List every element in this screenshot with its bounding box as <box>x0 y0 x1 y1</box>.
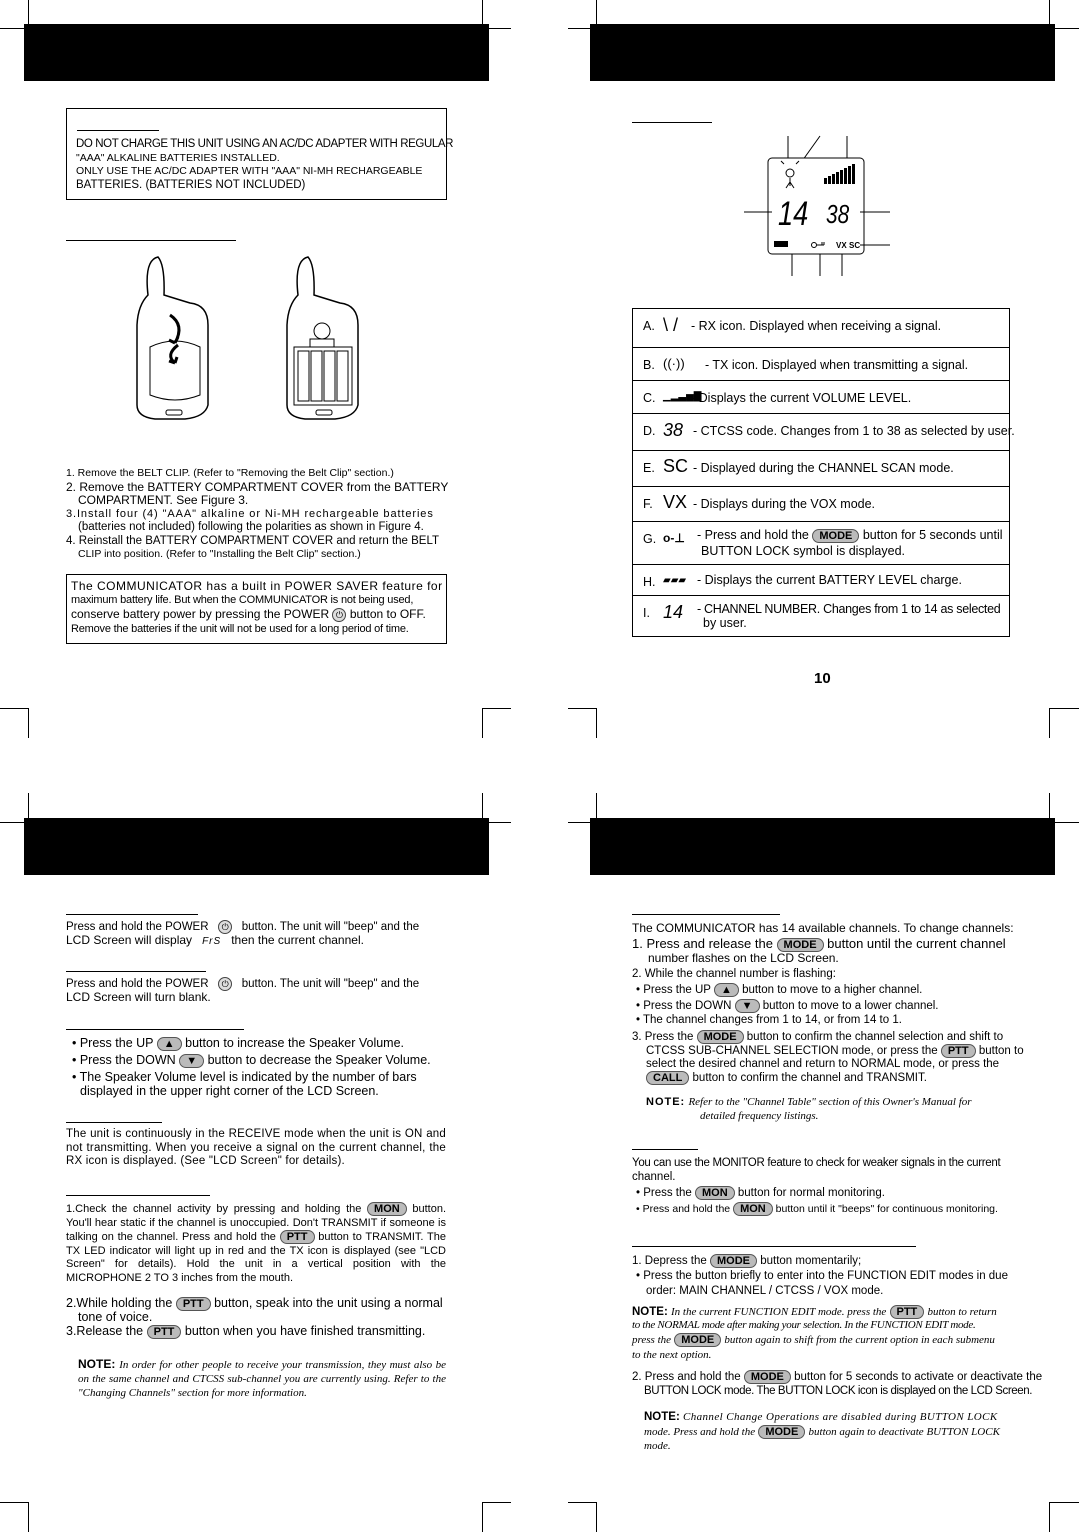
power-icon: ⏻ <box>332 608 346 622</box>
lcd-row-e <box>633 451 1009 487</box>
text: 2.While holding the <box>66 1296 173 1310</box>
row-letter: I. <box>643 606 650 620</box>
ch-step-3-line-3: select the desired channel and return to NORMAL mode, or press the <box>646 1058 1000 1070</box>
section-rule <box>66 1195 210 1196</box>
row-desc: - RX icon. Displayed when receiving a signal. <box>691 319 942 333</box>
step-2: 2. Remove the BATTERY COMPARTMENT COVER from the BATTERY <box>66 480 449 494</box>
ch-step-1-cont: number flashes on the LCD Screen. <box>648 951 839 965</box>
channel-intro: The COMMUNICATOR has 14 available channels. To change channels: <box>632 921 1014 935</box>
row-letter: F. <box>643 497 653 511</box>
note-text: button to return <box>927 1306 997 1318</box>
text: button to move to a lower channel. <box>762 1000 939 1012</box>
fn-note-line-1 <box>632 1305 997 1320</box>
text: • Press and hold the <box>636 1203 731 1215</box>
lcd-title-rule <box>632 122 712 123</box>
ptt-button: PTT <box>280 1230 315 1244</box>
section-rule <box>632 1246 916 1247</box>
note-text: mode. Press and hold the <box>644 1426 756 1438</box>
text: 1. Depress the <box>632 1255 707 1267</box>
note-label: NOTE: <box>644 1411 680 1423</box>
mode-button: MODE <box>758 1425 805 1439</box>
tx-step-2-cont: tone of voice. <box>78 1310 153 1324</box>
battery-cover-figure <box>130 255 220 425</box>
ch-step-3 <box>632 1030 1003 1045</box>
saver-line-3 <box>71 608 426 622</box>
row-desc: - Displayed during the CHANNEL SCAN mode. <box>693 461 954 475</box>
warning-line-1: DO NOT CHARGE THIS UNIT USING AN AC/DC ADAPTER WITH REGULAR <box>76 138 454 150</box>
text: button to TRANSMIT. The TX LED indicator will light up in red and the TX icon is displayed (see "LCD Screen" for details). Hold the unit in a vertical position with the MICROPHONE 2 TO 3 inches from the mouth. <box>66 1231 446 1284</box>
text: button for normal monitoring. <box>737 1187 885 1199</box>
mode-button: MODE <box>777 938 824 952</box>
text: button to increase the Speaker Volume. <box>185 1036 405 1050</box>
warning-line-3: ONLY USE THE AC/DC ADAPTER WITH "AAA" NI-MH RECHARGEABLE <box>76 165 423 177</box>
lcd-legend-table <box>632 308 1015 637</box>
fn-bullet-cont: order: MAIN CHANNEL / CTCSS / VOX mode. <box>646 1285 884 1297</box>
text: button momentarily; <box>760 1255 862 1267</box>
row-desc <box>697 528 1003 543</box>
mode-button: MODE <box>744 1370 791 1384</box>
power-icon: ⏻ <box>218 920 232 934</box>
text: button to confirm the channel selection and shift to <box>746 1031 1004 1043</box>
header-bar-bottom-right <box>590 818 1055 875</box>
text: 1.Check the channel activity by pressing and holding the <box>66 1203 362 1215</box>
note-text: In the current FUNCTION EDIT mode. press the <box>670 1306 887 1318</box>
lock-note-line-1 <box>644 1411 998 1425</box>
saver-line-4: Remove the batteries if the unit will not be used for a long period of time. <box>71 623 409 635</box>
section-rule <box>66 971 206 972</box>
tx-note <box>78 1357 446 1400</box>
section-rule <box>632 914 780 915</box>
ctcss-code-icon: 38 <box>663 420 684 440</box>
vol-level-line-2: displayed in the upper right corner of the LCD Screen. <box>80 1084 379 1098</box>
ptt-button: PTT <box>941 1044 976 1058</box>
text: 3. Press the <box>632 1031 694 1043</box>
fn-step-1 <box>632 1254 861 1269</box>
text: then the current channel. <box>231 933 364 947</box>
text: 3.Release the <box>66 1324 144 1338</box>
call-button: CALL <box>646 1071 689 1085</box>
rx-icon: \ / <box>663 315 679 335</box>
row-desc-a: - Press and hold the <box>697 528 809 542</box>
text: • Press the DOWN <box>72 1053 176 1067</box>
ch-step-1 <box>632 937 1006 952</box>
note-text: button again to deactivate BUTTON LOCK <box>808 1426 1000 1438</box>
lcd-screen-diagram <box>740 130 900 280</box>
step-3: 3.Install four (4) "AAA" alkaline or Ni-MH rechargeable batteries <box>66 508 434 520</box>
text: Press and hold the POWER <box>66 921 209 934</box>
row-desc: - CTCSS code. Changes from 1 to 38 as selected by user. <box>693 424 1015 438</box>
monitor-bullet-2 <box>636 1202 998 1217</box>
warning-line-2: "AAA" ALKALINE BATTERIES INSTALLED. <box>76 152 280 164</box>
text: button to confirm the channel and TRANSMIT. <box>692 1072 927 1084</box>
text: button. The unit will "beep" and the <box>241 978 420 991</box>
receive-paragraph: The unit is continuously in the RECEIVE mode when the unit is ON and not transmitting. When you receive a signal on the current channel, the RX icon is displayed. (See "LCD Screen" for details). <box>66 1128 446 1167</box>
text: LCD Screen will display <box>66 933 193 947</box>
row-desc: - Displays during the VOX mode. <box>693 497 876 511</box>
note-text: Refer to the "Channel Table" section of this Owner's Manual for <box>688 1096 972 1108</box>
lcd-row-a <box>633 309 1009 348</box>
text: button to <box>978 1045 1024 1057</box>
note-label: NOTE: <box>632 1306 668 1318</box>
page-number: 10 <box>814 670 831 687</box>
down-button: ▼ <box>735 999 760 1013</box>
warning-line-4: BATTERIES. (BATTERIES NOT INCLUDED) <box>76 179 306 191</box>
tx-step-2 <box>66 1297 443 1311</box>
step-1: 1. Remove the BELT CLIP. (Refer to "Removing the Belt Clip" section.) <box>66 467 394 479</box>
row-desc-c: BUTTON LOCK symbol is displayed. <box>701 544 905 558</box>
step-2-cont: COMPARTMENT. See Figure 3. <box>78 493 249 507</box>
fn-note-line-2: to the NORMAL mode after making your selection. In the FUNCTION EDIT mode. <box>632 1319 976 1331</box>
text: Press and hold the POWER <box>66 978 209 991</box>
lcd-row-h <box>633 565 1009 596</box>
down-button: ▼ <box>179 1054 204 1068</box>
ptt-button: PTT <box>890 1305 925 1319</box>
lcd-row-f <box>633 487 1009 522</box>
lock-icon: o-⊥ <box>663 531 685 545</box>
fn-step-2-cont: BUTTON LOCK mode. The BUTTON LOCK icon is displayed on the LCD Screen. <box>644 1385 1033 1397</box>
tx-icon: ((·)) <box>663 356 685 371</box>
row-letter: C. <box>643 391 656 405</box>
text: button when you have finished transmitting. <box>184 1324 426 1338</box>
text: • Press the <box>636 1187 692 1199</box>
lcd-code-digits: 38 <box>826 199 850 229</box>
power-off-line-2: LCD Screen will turn blank. <box>66 990 211 1004</box>
row-desc: - Displays the current BATTERY LEVEL charge. <box>697 573 962 587</box>
mon-button: MON <box>367 1202 407 1216</box>
ch-step-2-down <box>636 999 939 1014</box>
battery-compartment-figure <box>280 255 370 425</box>
scan-icon: SC <box>663 456 689 476</box>
monitor-intro: You can use the MONITOR feature to check for weaker signals in the current <box>632 1157 1001 1169</box>
header-bar-top-right <box>590 24 1055 81</box>
saver-text-b: button to OFF. <box>349 607 426 622</box>
ch-step-2-up <box>636 983 922 998</box>
text: • Press the UP <box>636 984 711 996</box>
note-text: press the <box>632 1334 672 1346</box>
text: button to move to a higher channel. <box>742 984 923 996</box>
ch-step-3-line-4 <box>646 1071 927 1086</box>
up-button: ▲ <box>714 983 739 997</box>
text: button. You'll hear static if the channel is unoccupied. Don't TRANSMIT if someone is talking on the channel. Press and hold the <box>66 1203 446 1243</box>
power-icon: ⏻ <box>218 977 232 991</box>
mode-button: MODE <box>812 529 859 543</box>
lcd-row-g <box>633 522 1009 565</box>
warning-box <box>66 108 454 200</box>
lcd-row-c <box>633 381 1009 414</box>
channel-note <box>646 1096 972 1110</box>
note-text: button again to shift from the current option in each submenu <box>724 1334 995 1346</box>
step-4: 4. Reinstall the BATTERY COMPARTMENT COVER and return the BELT <box>66 535 440 547</box>
text: button until the current channel <box>827 936 1006 951</box>
note-label: NOTE: <box>78 1357 116 1371</box>
fn-step-2 <box>632 1370 1042 1385</box>
note-label: NOTE: <box>646 1096 686 1108</box>
volume-bars-icon: ▁▂▃▅▇ <box>663 391 702 402</box>
vox-icon: VX <box>663 492 688 512</box>
fn-note-line-4: to the next option. <box>632 1349 712 1361</box>
text: • Press the UP <box>72 1036 154 1050</box>
monitor-bullet-1 <box>636 1186 885 1201</box>
channel-number-icon: 14 <box>663 602 684 622</box>
ch-step-2: 2. While the channel number is flashing: <box>632 968 836 980</box>
row-desc: - CHANNEL NUMBER. Changes from 1 to 14 as selected <box>697 602 1001 616</box>
row-letter: A. <box>643 319 655 333</box>
ptt-button: PTT <box>147 1325 182 1339</box>
text: CTCSS SUB-CHANNEL SELECTION mode, or press the <box>646 1045 938 1057</box>
text: button until it "beeps" for continuous monitoring. <box>775 1203 998 1215</box>
mode-button: MODE <box>697 1030 744 1044</box>
lcd-frs-display: FrS <box>202 936 222 947</box>
row-letter: E. <box>643 461 655 475</box>
header-bar-top-left <box>24 24 489 81</box>
text: button to decrease the Speaker Volume. <box>207 1053 431 1067</box>
fn-note-line-3 <box>632 1333 995 1348</box>
step-4-cont: CLIP into position. (Refer to "Installing the Belt Clip" section.) <box>78 548 361 560</box>
step-3-cont: (batteries not included) following the polarities as shown in Figure 4. <box>78 521 424 533</box>
section-rule <box>66 914 198 915</box>
ptt-button: PTT <box>176 1297 211 1311</box>
tx-step-3 <box>66 1325 425 1339</box>
fn-bullet: • Press the button briefly to enter into the FUNCTION EDIT modes in due <box>636 1270 1008 1282</box>
power-saver-box <box>66 574 447 644</box>
monitor-intro-cont: channel. <box>632 1171 676 1183</box>
lcd-vx: VX <box>836 241 847 250</box>
row-desc: - TX icon. Displayed when transmitting a signal. <box>705 358 969 372</box>
lcd-sc: SC <box>849 241 861 250</box>
vol-down-line <box>72 1054 431 1068</box>
saver-line-1: The COMMUNICATOR has a built in POWER SAVER feature for <box>71 579 443 593</box>
saver-line-2: maximum battery life. But when the COMMUNICATOR is not being used, <box>71 594 414 606</box>
power-on-line-2 <box>66 934 364 949</box>
ch-step-2-range: • The channel changes from 1 to 14, or from 14 to 1. <box>636 1014 902 1026</box>
channel-note-cont: detailed frequency listings. <box>700 1110 819 1122</box>
row-letter: G. <box>643 532 657 546</box>
ch-step-3-line-2 <box>646 1044 1024 1059</box>
text: button. The unit will "beep" and the <box>241 921 420 934</box>
text: button for 5 seconds to activate or deactivate the <box>794 1371 1043 1383</box>
lcd-channel-digits: 14 <box>778 195 809 233</box>
section-rule <box>66 1122 162 1123</box>
row-letter: B. <box>643 358 655 372</box>
lock-note-line-2 <box>644 1425 1000 1440</box>
mon-button: MON <box>733 1202 773 1216</box>
lock-note-line-3: mode. <box>644 1440 671 1452</box>
lcd-row-b <box>633 348 1009 381</box>
mode-button: MODE <box>710 1254 757 1268</box>
lcd-row-i <box>633 596 1009 636</box>
up-button: ▲ <box>157 1037 182 1051</box>
lcd-row-d <box>633 414 1015 451</box>
text: • Press the DOWN <box>636 1000 732 1012</box>
saver-text-a: conserve battery power by pressing the POWER <box>71 607 330 622</box>
text: 2. Press and hold the <box>632 1371 741 1383</box>
row-desc: - Displays the current VOLUME LEVEL. <box>691 391 912 405</box>
text: button, speak into the unit using a normal <box>214 1296 443 1310</box>
section-rule <box>66 1029 244 1030</box>
row-desc-b: button for 5 seconds until <box>862 528 1003 542</box>
mode-button: MODE <box>674 1333 721 1347</box>
note-text: Channel Change Operations are disabled during BUTTON LOCK <box>682 1411 998 1423</box>
tx-step-1 <box>66 1202 446 1285</box>
section-rule <box>66 240 236 241</box>
row-letter: H. <box>643 575 656 589</box>
text: 1. Press and release the <box>632 936 773 951</box>
vol-up-line <box>72 1037 404 1051</box>
section-rule <box>632 1149 698 1150</box>
row-desc-c: by user. <box>703 616 747 630</box>
header-bar-bottom-left <box>24 818 489 875</box>
mon-button: MON <box>695 1186 735 1200</box>
battery-level-icon: ▰▰▰ <box>663 575 687 586</box>
row-letter: D. <box>643 424 656 438</box>
vol-level-line-1: • The Speaker Volume level is indicated by the number of bars <box>72 1070 417 1084</box>
note-text: In order for other people to receive your transmission, they must also be on the same channel and CTCSS sub-channel you are currently using. Refer to the "Changing Channels" section for more information. <box>78 1359 446 1399</box>
